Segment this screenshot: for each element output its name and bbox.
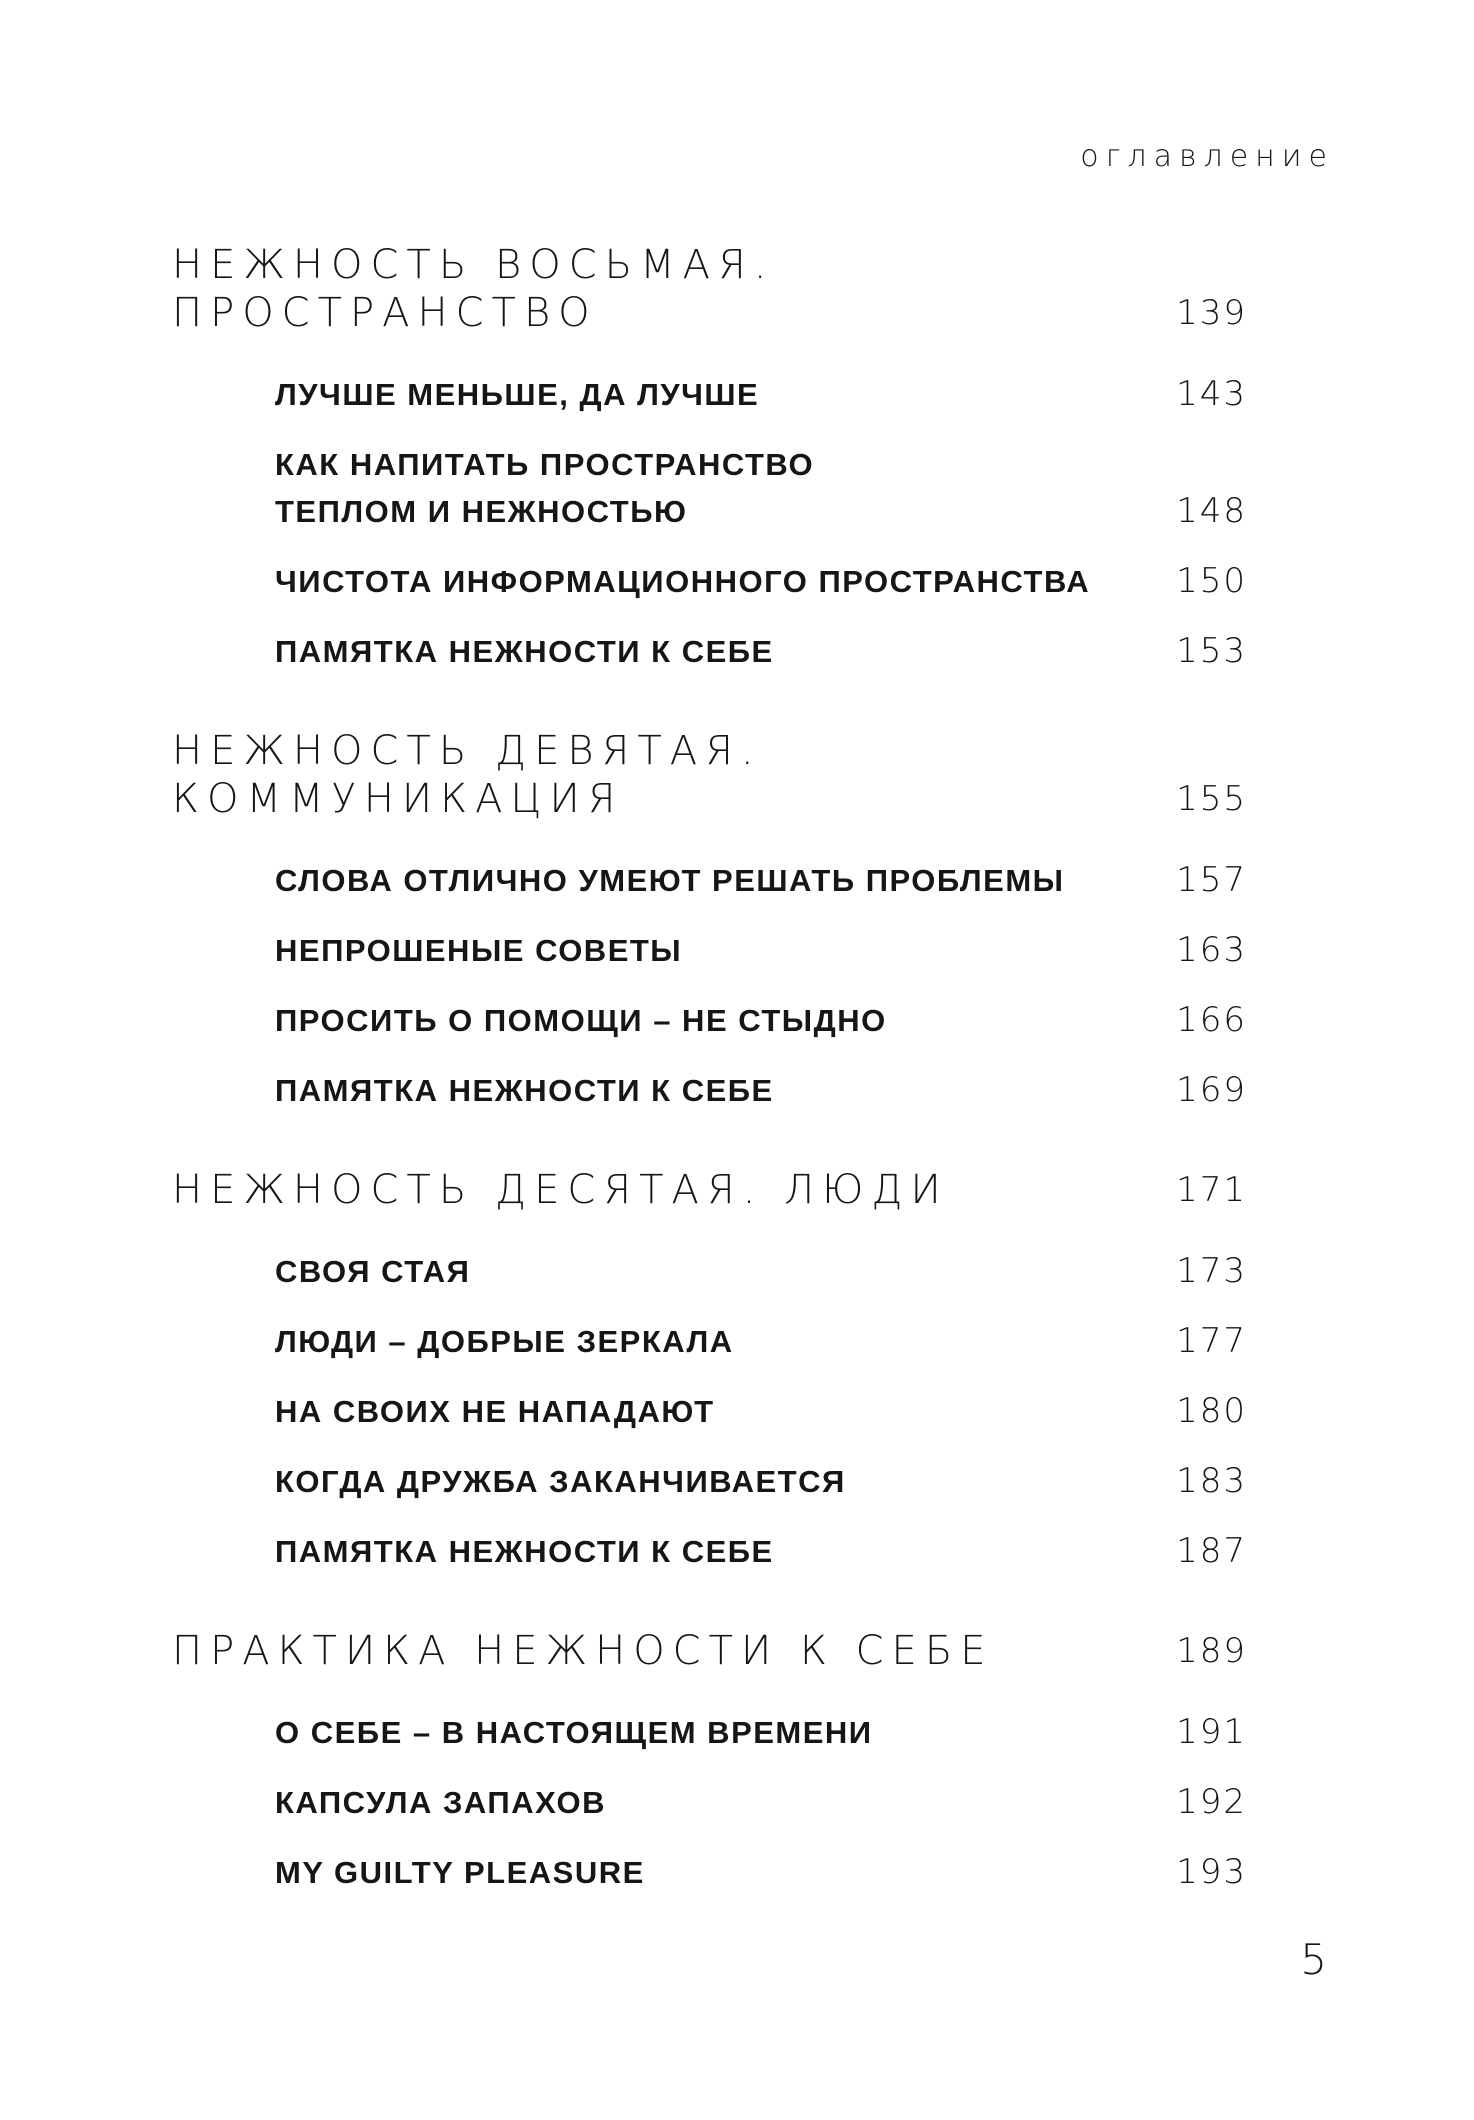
folio-page-number: 5 [1300,1935,1327,1984]
toc-item-row [172,558,1247,605]
section-title [172,241,774,337]
toc-item-label-line: СЛОВА ОТЛИЧНО УМЕЮТ РЕШАТЬ ПРОБЛЕМЫ [275,863,1065,898]
section-title-line: НЕЖНОСТЬ ДЕСЯТАЯ. ЛЮДИ [172,1167,949,1213]
toc-item-page-number: 193 [1176,1852,1247,1892]
toc-item-label [275,628,774,675]
toc-item-page-number: 177 [1176,1321,1247,1361]
toc-item-row [172,1779,1247,1826]
toc-item-row [172,1067,1247,1114]
section-title-line: НЕЖНОСТЬ ДЕВЯТАЯ. [172,728,762,774]
toc-item-page-number: 173 [1176,1251,1247,1291]
toc-item-label-line: ПРОСИТЬ О ПОМОЩИ – НЕ СТЫДНО [275,1003,887,1038]
toc-item-row [172,1388,1247,1435]
toc-item-label-line: КОГДА ДРУЖБА ЗАКАНЧИВАЕТСЯ [275,1464,846,1499]
toc-section [172,727,1247,1114]
toc-section-items [172,371,1247,675]
toc-item-page-number: 183 [1176,1461,1247,1501]
toc-item-label-line: СВОЯ СТАЯ [275,1254,471,1289]
toc-section-head [172,727,1247,823]
toc-item-page-number: 163 [1176,930,1247,970]
toc-item-row [172,1849,1247,1896]
toc-item-label-line: ПАМЯТКА НЕЖНОСТИ К СЕБЕ [275,1073,774,1108]
toc-item-label-line: ТЕПЛОМ И НЕЖНОСТЬЮ [275,494,688,529]
toc-item-page-number: 187 [1176,1531,1247,1571]
toc-item-page-number: 191 [1176,1712,1247,1752]
section-title [172,1166,949,1214]
section-page-number: 139 [1176,293,1247,333]
toc-item-page-number: 192 [1176,1782,1247,1822]
toc-item-label-line: НЕПРОШЕНЫЕ СОВЕТЫ [275,933,683,968]
toc-item-page-number: 169 [1176,1070,1247,1110]
toc-section-items [172,1709,1247,1896]
toc-item-label-line: ПАМЯТКА НЕЖНОСТИ К СЕБЕ [275,634,774,669]
toc-item-label-line: НА СВОИХ НЕ НАПАДАЮТ [275,1394,715,1429]
toc-item-label [275,857,1065,904]
toc-item-row [172,441,1247,535]
toc-item-row [172,628,1247,675]
toc-item-label-line: ЧИСТОТА ИНФОРМАЦИОННОГО ПРОСТРАНСТВА [275,564,1091,599]
toc-item-label-line: ПАМЯТКА НЕЖНОСТИ К СЕБЕ [275,1534,774,1569]
toc-item-label [275,1318,734,1365]
section-title-line: НЕЖНОСТЬ ВОСЬМАЯ. [172,242,775,288]
toc-item-label [275,1849,645,1896]
toc-item-page-number: 148 [1176,491,1247,531]
toc-item-label [275,1067,774,1114]
toc-item-label [275,1388,715,1435]
toc-section-head [172,1166,1247,1214]
toc-item-row [172,857,1247,904]
toc-section-head [172,241,1247,337]
toc-section [172,1166,1247,1575]
section-title-line: КОММУНИКАЦИЯ [172,776,624,822]
toc-item-label [275,1528,774,1575]
toc-item-page-number: 153 [1176,631,1247,671]
toc-section-head [172,1627,1247,1675]
section-page-number: 155 [1176,779,1247,819]
toc-item-label-line: О СЕБЕ – В НАСТОЯЩЕМ ВРЕМЕНИ [275,1715,873,1750]
toc-section [172,241,1247,675]
section-page-number: 171 [1176,1170,1247,1210]
section-title [172,727,762,823]
toc-item-label [275,1458,846,1505]
toc-item-label-line: КАПСУЛА ЗАПАХОВ [275,1785,606,1820]
toc-item-label [275,441,814,535]
toc-item-label [275,371,759,418]
toc-section [172,1627,1247,1896]
toc-item-page-number: 157 [1176,860,1247,900]
section-title [172,1627,994,1675]
section-page-number: 189 [1176,1631,1247,1671]
toc-item-row [172,1318,1247,1365]
toc-item-label-line: MY GUILTY PLEASURE [275,1855,645,1890]
section-title-line: ПРОСТРАНСТВО [172,290,598,336]
toc-item-page-number: 166 [1176,1000,1247,1040]
toc-item-page-number: 180 [1176,1391,1247,1431]
toc-item-page-number: 150 [1176,561,1247,601]
toc-item-label-line: ЛЮДИ – ДОБРЫЕ ЗЕРКАЛА [275,1324,734,1359]
table-of-contents [172,0,1247,1896]
toc-item-label-line: КАК НАПИТАТЬ ПРОСТРАНСТВО [275,447,815,482]
toc-item-row [172,997,1247,1044]
toc-item-label [275,1248,470,1295]
toc-item-label [275,997,887,1044]
toc-item-page-number: 143 [1176,374,1247,414]
toc-section-items [172,857,1247,1114]
toc-item-row [172,1709,1247,1756]
toc-item-label [275,1709,873,1756]
toc-item-label-line: ЛУЧШЕ МЕНЬШЕ, ДА ЛУЧШЕ [275,377,760,412]
toc-item-label [275,1779,606,1826]
toc-item-row [172,1248,1247,1295]
toc-item-row [172,371,1247,418]
toc-section-items [172,1248,1247,1575]
running-head: оглавление [1080,139,1334,174]
toc-item-row [172,1528,1247,1575]
toc-item-label [275,558,1090,605]
toc-item-row [172,927,1247,974]
section-title-line: ПРАКТИКА НЕЖНОСТИ К СЕБЕ [172,1628,994,1674]
toc-item-row [172,1458,1247,1505]
toc-item-label [275,927,682,974]
